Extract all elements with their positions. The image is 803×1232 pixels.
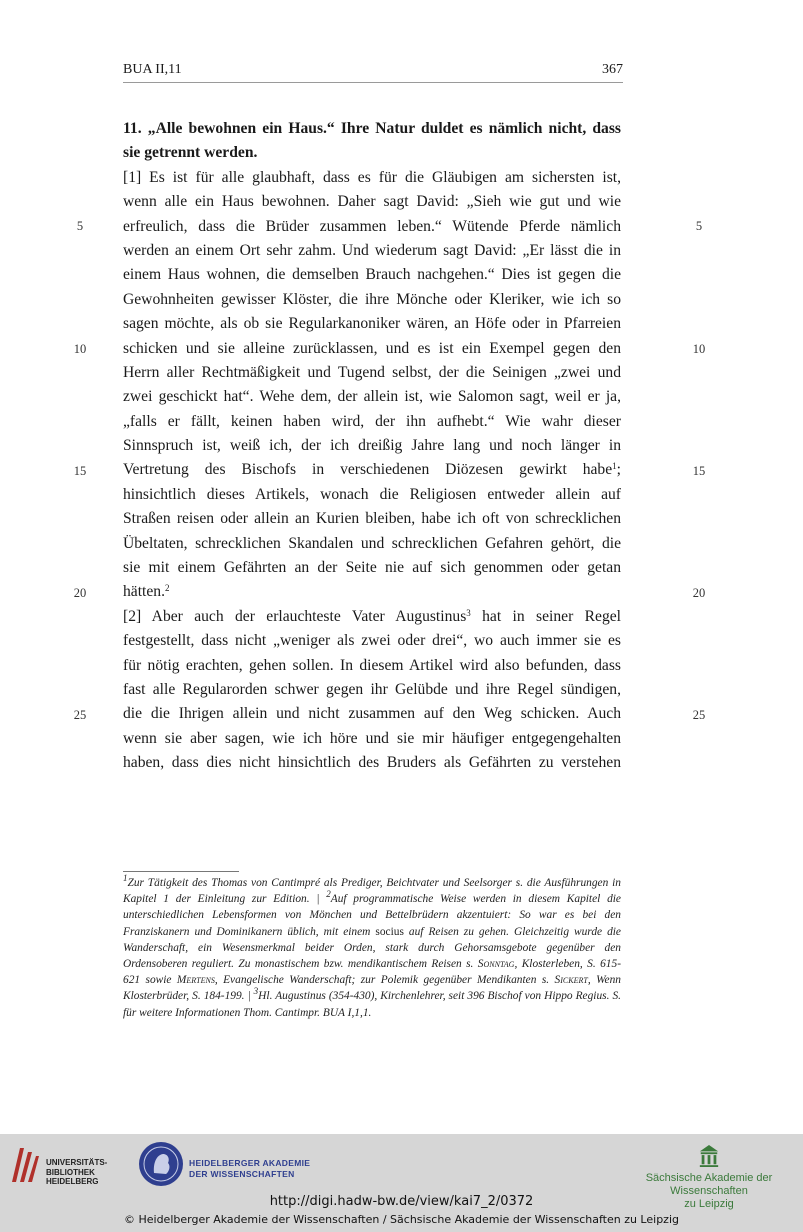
text-line: erfreulich, dass die Brüder zusammen leben.“ Wütende Pferde nämlich [123, 217, 621, 235]
text-line: Herrn aller Rechtmäßigkeit und Tugend selbst, der die Seinigen „zwei und [123, 363, 621, 381]
saw-leipzig-logo[interactable] [624, 1142, 794, 1210]
footnote-ref-2[interactable]: 2 [165, 583, 170, 594]
author-name: Mertens [176, 974, 215, 987]
footnote-2-text: , Evangelische Wanderschaft; zur Polemik gegenüber Mendikanten s. [214, 974, 555, 987]
text-line: zwei geschickt hat“. Wehe dem, der allein ist, wie Salomon sagt, weil er ja, [123, 388, 621, 406]
footnote-3-text: Hl. Augustinus (354-430), Kirchenlehrer, seit 396 Bischof von Hippo Regius. S. für weitere Informationen Thom. Cantimpr. BUA I,1,1. [123, 990, 621, 1019]
line-number: 25 [692, 708, 706, 722]
ub-logo-icon [10, 1144, 40, 1184]
text-line [123, 580, 621, 604]
text-line: die die Ihrigen allein und nicht zusammen auf den Weg schicken. Auch [123, 705, 621, 723]
text-segment: Vertretung des Bischofs in verschiedenen Diözesen gewirkt habe [123, 461, 613, 479]
text-segment: hat in seiner Regel [470, 607, 621, 625]
hadw-seal-icon [139, 1142, 183, 1186]
text-segment: hätten. [123, 583, 165, 601]
text-line: hinsichtlich dieses Artikels, wonach die Religiosen entweder allein auf [123, 485, 621, 503]
text-line: „falls er fällt, keinen haben wird, der ihn aufhebt.“ Wie wahr dieser [123, 412, 621, 430]
saw-logo-text: Sächsische Akademie der Wissenschaften zu Leipzig [645, 1172, 773, 1210]
chapter-heading-line: sie getrennt werden. [123, 144, 258, 162]
running-head-title: BUA II,11 [123, 62, 182, 77]
text-segment: [2] Aber auch der erlauchteste Vater Augustinus [123, 607, 467, 625]
footnote-2-text: , Wenn Klosterbrüder, S. 184-199. | [123, 974, 621, 1003]
text-line: Übeltaten, schrecklichen Skandalen und schrecklichen Gefahren gehört, die [123, 534, 621, 552]
running-head [123, 62, 623, 78]
footnote-ref-1[interactable]: 1 [612, 461, 617, 472]
main-text [123, 117, 621, 776]
text-line: fast alle Regularorden schwer gegen ihr Gelübde und ihre Regel sündigen, [123, 680, 621, 698]
footnote-term: socius [375, 925, 404, 938]
header-rule [123, 82, 623, 83]
copyright-notice: © Heidelberger Akademie der Wissenschaften / Sächsische Akademie der Wissenschaften zu Leipzig [123, 1213, 679, 1226]
text-line: Gewohnheiten gewisser Klöster, die ihre Mönche oder Kleriker, wie ich so [123, 290, 621, 308]
text-line: werden an einem Ort sehr zahm. Und wiederum sagt David: „Er lässt die in [123, 241, 621, 259]
text-line: wenn sie aber sagen, wie ich höre und sie mir häufiger entgegengehalten [123, 729, 621, 747]
text-line: sie mit einem Gefährten an der Seite nie auf sich genommen oder getan [123, 559, 621, 577]
permalink-url[interactable]: http://digi.hadw-bw.de/view/kai7_2/0372 [269, 1194, 534, 1209]
text-line [123, 605, 621, 629]
line-number: 15 [73, 464, 87, 478]
text-line: schicken und sie alleine zurücklassen, und es ist ein Exempel gegen den [123, 339, 621, 357]
line-number: 20 [73, 586, 87, 600]
text-line: [1] Es ist für alle glaubhaft, dass es für die Gläubigen am sichersten ist, [123, 168, 621, 186]
line-number: 10 [692, 342, 706, 356]
footnote-number: 1 [123, 873, 128, 883]
text-line: Straßen reisen oder allein an Kurien bleiben, habe ich oft von schrecklichen [123, 510, 621, 528]
footnotes [123, 875, 621, 1021]
text-line: sagen möchte, als ob sie Regularkanoniker wären, an Höfe oder in Pfarreien [123, 315, 621, 333]
footnote-number: 3 [253, 986, 259, 997]
chapter-heading-line: 11. „Alle bewohnen ein Haus.“ Ihre Natur duldet es nämlich nicht, dass [123, 120, 621, 137]
text-line: Sinnspruch ist, weiß ich, der ich dreißig Jahre lang und noch länger in [123, 437, 621, 455]
text-line: wenn alle ein Haus bewohnen. Daher sagt David: „Sieh wie gut und wie [123, 193, 621, 211]
hadw-logo[interactable] [139, 1142, 319, 1188]
footnote-2-text: Auf programmatische Weise werden in diesem Kapitel die unterschiedlichen Lebensformen von Mönchen und Bettelbrüdern akzentuiert: So war es bei den Franziskanern und Dominikanern üblich, mit einem [123, 893, 621, 938]
footnote-number: 2 [326, 889, 331, 900]
line-number: 10 [73, 342, 87, 356]
author-name: Sonntag [477, 958, 515, 971]
footnote-1-text: Zur Tätigkeit des Thomas von Cantimpré als Prediger, Beichtvater und Seelsorger s. die Ausführungen in Kapitel 1 der Einleitung zur Edition. | [123, 877, 621, 906]
footnote-rule [123, 871, 239, 872]
line-number: 15 [692, 464, 706, 478]
author-name: Sickert [554, 974, 588, 987]
ub-heidelberg-logo[interactable] [10, 1144, 110, 1184]
line-number: 5 [695, 219, 703, 233]
text-line: einem Haus wohnen, die demselben Brauch nachgehen.“ Dies ist gegen die [123, 266, 621, 284]
text-line [123, 458, 621, 482]
text-line: haben, dass dies nicht hinsichtlich des Bruders als Gefährten zu verstehen [123, 754, 621, 772]
line-number: 5 [76, 219, 84, 233]
footnote-2-text: auf Reisen zu gehen. Gleichzeitig wurde die Wanderschaft, ein Wesensmerkmal beider Orden, stark durch Gehorsamsgebote gegenüber den Ordensoberen reguliert. Zu monastischem bzw. mendikantischem Reisen s. [123, 925, 621, 971]
line-number: 25 [73, 708, 87, 722]
text-segment: ; [616, 461, 621, 479]
page-number: 367 [602, 62, 623, 77]
text-line: festgestellt, dass nicht „weniger als zwei oder drei“, wo auch immer sie es [123, 632, 621, 650]
line-number: 20 [692, 586, 706, 600]
footer-bar [0, 1134, 803, 1232]
footnote-ref-3[interactable]: 3 [466, 607, 471, 618]
ub-logo-text: UNIVERSITÄTS- BIBLIOTHEK HEIDELBERG [46, 1158, 108, 1186]
hadw-logo-text: HEIDELBERGER AKADEMIE DER WISSENSCHAFTEN [189, 1158, 311, 1179]
saw-building-icon [698, 1144, 720, 1168]
footnote-2-text: , Klosterleben, S. 615-621 sowie [123, 958, 621, 987]
text-line: für nötig erachten, gehen sollen. In diesem Artikel wird also befunden, dass [123, 656, 621, 674]
